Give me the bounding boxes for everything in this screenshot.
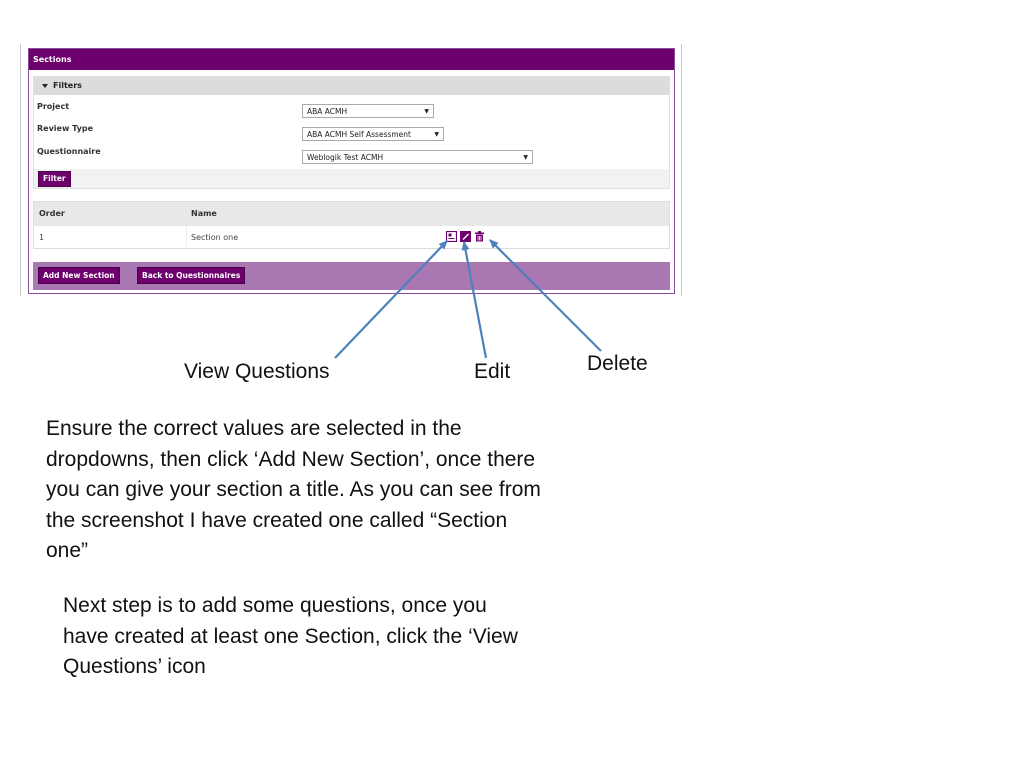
filters-title: Filters: [53, 81, 82, 90]
label-edit: Edit: [474, 360, 511, 383]
review-type-select-value: ABA ACMH Self Assessment: [307, 130, 411, 139]
column-header-name: Name: [191, 209, 217, 218]
row-order: 1: [39, 233, 45, 242]
dropdown-arrow-icon: ▼: [523, 154, 528, 161]
arrow-view-questions: [335, 241, 447, 358]
project-select-value: ABA ACMH: [307, 107, 348, 116]
add-new-section-button[interactable]: Add New Section: [38, 267, 120, 284]
label-delete: Delete: [587, 352, 648, 375]
back-to-questionnaires-button[interactable]: Back to Questionnaires: [137, 267, 245, 284]
dropdown-arrow-icon: ▼: [424, 108, 429, 115]
questionnaire-label: Questionnaire: [37, 147, 101, 156]
dropdown-arrow-icon: ▼: [434, 131, 439, 138]
instruction-paragraph-2: Next step is to add some questions, once you have created at least one Section, click the ‘View Questions’ icon: [63, 594, 518, 678]
review-type-label: Review Type: [37, 124, 94, 133]
panel-title: Sections: [29, 49, 674, 70]
row-name: Section one: [191, 233, 239, 242]
instruction-paragraph-1: Ensure the correct values are selected in the dropdowns, then click ‘Add New Section’, once there you can give your section a title. As you can see from the screenshot I have created one called “Section one”: [46, 417, 541, 562]
arrow-edit: [464, 242, 486, 358]
project-label: Project: [37, 102, 70, 111]
label-view-questions: View Questions: [184, 360, 330, 383]
arrow-delete: [490, 240, 601, 351]
questionnaire-select-value: Weblogik Test ACMH: [307, 153, 384, 162]
column-header-order: Order: [39, 209, 65, 218]
filter-button[interactable]: Filter: [38, 171, 71, 187]
